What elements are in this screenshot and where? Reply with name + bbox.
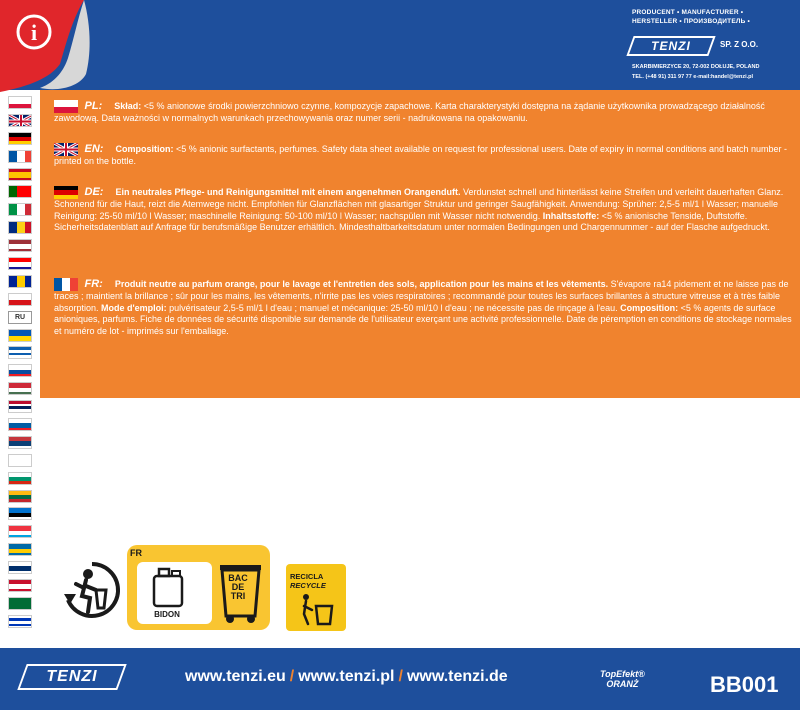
recicla-label: RECICLA: [290, 572, 324, 581]
flag-gr-icon: [8, 346, 32, 359]
flag-dk-icon: [8, 579, 32, 592]
company-address: SKARBIMIERZYCE 20, 72-002 DOŁUJE, POLAND TEL. (+48 91) 311 97 77 e-mail:handel@tenzi.pl: [632, 64, 760, 80]
flag-hr-icon: [8, 257, 32, 270]
flag-sk-icon: [8, 364, 32, 377]
flag-fr-icon: [8, 150, 32, 163]
url-pl[interactable]: www.tenzi.pl: [298, 668, 395, 685]
flag-si-icon: [8, 418, 32, 431]
flag-cz-icon: [8, 293, 32, 306]
recycle-person-icon: [62, 560, 122, 620]
flag-sq-icon: [8, 454, 32, 467]
flag-sa-icon: [8, 597, 32, 610]
flag-fr-icon: [54, 278, 78, 291]
description-panel: [40, 90, 800, 398]
flag-pt-icon: [8, 185, 32, 198]
paragraph-fr: FR: Produit neutre au parfum orange, pour le lavage et l'entretien des sols, application pour les mains et les vêtements. S'évapore ra14 pidement et ne laisse pas de traces ; maintient la brillance ; sûr pour les mains, les vêtements, n'irrite pas les voies respiratoires ; recommandé pour toutes les surfaces brillantes à structure vitreuse et à très faible absorption. Mode d'emploi: pulvérisateur 2,5-5 ml/1 l d'eau ; manuel et mécanique: 25-50 ml/10 l d'eau ; ne nécessite pas de rinçage à l'eau. Composition: <5 % agents de surface anioniques, parfums. Fiche de données de sécurité disponible sur demande de l'utilisateur exerçant une activité professionnelle. Date de péremption en conditions de stockage normales et numéro de lot - imprimés sur l'emballage.: [54, 277, 792, 336]
fr-tag: FR: [130, 548, 142, 558]
flag-se-icon: [8, 543, 32, 556]
flag-lv-icon: [8, 239, 32, 252]
url-de[interactable]: www.tenzi.de: [406, 668, 508, 685]
company-suffix: SP. Z O.O.: [720, 40, 759, 49]
tenzi-logo-small: TENZI: [626, 36, 715, 56]
flag-pl-icon: [54, 100, 78, 113]
flag-gb-icon: [8, 114, 32, 127]
flag-ee-icon: [8, 507, 32, 520]
paragraph-pl: PL: Skład: <5 % anionowe środki powierzchniowo czynne, kompozycje zapachowe. Karta charakterystyki dostępna na żądanie użytkownika prowadzącego działalność zawodową. Data ważności w normalnych warunkach przechowywania oraz numer serii - nadrukowana na opakowaniu.: [54, 99, 765, 123]
product-code: BB001: [710, 672, 779, 697]
flag-bg-icon: [8, 472, 32, 485]
url-eu[interactable]: www.tenzi.eu: [185, 668, 286, 685]
paragraph-en: EN: Composition: <5 % anionic surfactants, perfumes. Safety data sheet available on request for professional users. Date of expiry in normal conditions and batch number - printed on the bottle.: [54, 142, 788, 166]
flag-ba-icon: [8, 275, 32, 288]
bac-de-tri-label: BAC DE TRI: [228, 573, 248, 601]
website-links: www.tenzi.eu / www.tenzi.pl / www.tenzi.de: [185, 668, 508, 685]
flag-es-icon: [8, 168, 32, 181]
product-name: TopEfekt® ORANŻ: [600, 669, 645, 689]
info-icon-letter: i: [30, 20, 38, 45]
flag-no-icon: [8, 400, 32, 413]
bidon-canister-icon: [150, 566, 186, 608]
info-page-curl-icon: [0, 0, 90, 92]
flag-fi-icon: [8, 561, 32, 574]
flag-pl-icon: [8, 96, 32, 109]
flag-gb-icon: [54, 143, 78, 156]
flag-ua-icon: [8, 329, 32, 342]
recycle-label: RECYCLE: [290, 581, 326, 590]
flag-hu-icon: [8, 382, 32, 395]
flag-ro-icon: [8, 221, 32, 234]
flag-lt-icon: [8, 490, 32, 503]
tenzi-logo: TENZI: [17, 664, 126, 690]
flag-it-icon: [8, 203, 32, 216]
flag-il-icon: [8, 615, 32, 628]
flag-lu-icon: [8, 525, 32, 538]
paragraph-de: DE: Ein neutrales Pflege- und Reinigungsmittel mit einem angenehmen Orangenduft. Verdunstet schnell und hinterlässt keine Streifen und verleiht dauerhaften Glanz. Schonend für die Haut, reizt die Atemwege nicht. Empfohlen für Glanzflächen mit glasartiger Struktur und geringer Saugfähigkeit. Anwendung: Sprüher: 2,5-5 ml/1 l Wasser; manuelle Reinigung: 25-50 ml/10 l Wasser; maschinelle Reinigung: 50-100 ml/10 l Wasser; nachspülen mit Wasser nicht notwendig. Inhaltsstoffe: <5 % anionische Tenside, Duftstoffe. Sicherheitsdatenblatt auf Anfrage für berufsmäßige Benutzer erhältlich. Mindesthaltbarkeitsdatum unter normalen Bedingungen und Chargennummer - auf der Flasche aufgedruckt.: [54, 185, 784, 232]
flag-de-icon: [54, 186, 78, 199]
recycle-bin-icon: [296, 592, 336, 626]
flag-ru-icon: RU: [8, 311, 32, 324]
bidon-label: BIDON: [154, 610, 180, 619]
flag-de-icon: [8, 132, 32, 145]
manufacturer-label: PRODUCENT • MANUFACTURER • HERSTELLER • ПРОИЗВОДИТЕЛЬ •: [632, 9, 750, 25]
language-flags-column: [8, 96, 34, 633]
flag-rs-icon: [8, 436, 32, 449]
